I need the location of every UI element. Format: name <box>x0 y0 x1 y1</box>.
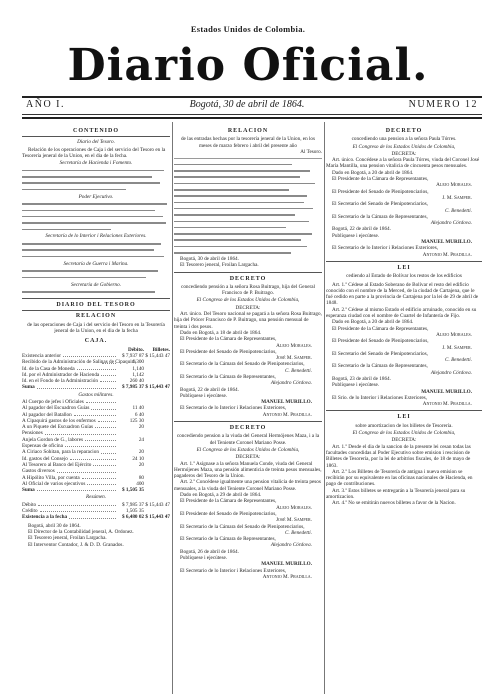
leader-dots <box>63 353 116 357</box>
signature-name: C. Benedetti. <box>445 207 472 214</box>
leader-dots <box>82 475 116 479</box>
signature-role: El Presidente del Senado de Plenipotenciarios, <box>180 510 277 517</box>
col3-article: Art. único. Concédese a la señora Paula Tórres, viuda del Coronel José María Mantilla, una pension vitalicia de cincuenta pesos mensuales. <box>326 157 480 170</box>
col2-relation-subtitle: de las entradas hechas por la tesorería jeneral de la Union, en los meses de marzo febrero i abril del presente año <box>180 136 316 149</box>
column-divider-2 <box>324 122 325 694</box>
leader-dots <box>70 456 116 460</box>
leader-dots <box>86 399 116 403</box>
signature-role: El Secretario de la Cámara de Representantes, <box>180 373 276 380</box>
ley-article: Art. 1.º Cédese al Estado Soberano de Bolívar el resto del edificio conocido con el nombre de la Merced, de la ciudad de Cartajena, que le fué cedido en parte a la provincia de Cartajena por la lei de 29 de abril de 1848. <box>326 281 479 307</box>
contents-line <box>22 253 170 259</box>
leader-dots <box>100 378 116 382</box>
col2-relation-title: RELACION <box>227 128 269 134</box>
decreto2-date: Bogotá, 26 de abril de 1864. <box>180 548 239 555</box>
col3-date: Bogotá, 22 de abril de 1864. <box>332 226 391 233</box>
decreta-label: DECRETA: <box>391 437 417 444</box>
ledger-header-haber: Billetes. <box>152 346 170 353</box>
ledger-row-out-label: Al Cuerpo de jefes i Oficiales <box>22 398 84 405</box>
ledger-row-out-amount: 400 <box>136 480 144 487</box>
relation-footer-date: Bogotá, abril 30 de 1864. <box>28 522 81 529</box>
subtotal-label: Suma <box>22 487 35 494</box>
column-3 <box>326 126 482 694</box>
signature-name: José M. Samper. <box>275 355 312 362</box>
signature-role: El Secretario de la Cámara de Representantes, <box>180 536 276 543</box>
decreta-label: DECRETA: <box>391 150 417 157</box>
relation-title: RELACION <box>75 313 117 320</box>
decreto1-dado: Dado en Bogotá, a 18 de abril de 1864. <box>180 329 262 336</box>
ley2-article: Art. 2.º Los Billetes de Tesorería de antigua i nueva emision se recibirán por su equivalente en las oficinas nacionales de Hacienda, en pago de contribuciones. <box>326 468 473 488</box>
ley2-congress: El Congreso de los Estados Unidos de Colombia, <box>352 430 456 437</box>
signature-name: J. M. Samper. <box>442 194 472 201</box>
col3-decreto-title: DECRETO <box>385 128 423 134</box>
signature-name: José M. Samper. <box>275 517 312 524</box>
leader-dots <box>93 462 116 466</box>
signature-name: MANUEL MURILLO. <box>421 239 472 246</box>
divider <box>22 136 170 137</box>
signature-name: MANUEL MURILLO. <box>261 561 312 568</box>
decreta-label: DECRETA: <box>235 304 261 311</box>
signature-role: El Secretario de la Cámara de Representantes, <box>332 213 428 220</box>
ledger-row-out-label: Al pagador del Batallon <box>22 411 72 418</box>
ledger-row-in-label: Id. en el Fondo de la Administración <box>22 378 98 385</box>
ledger-row-out-label: Id. gastos del Consejo <box>22 455 68 462</box>
ledger-row-out-amount: 6 40 <box>134 411 144 418</box>
contents-line <box>22 226 170 232</box>
decreto2-dado: Dado en Bogotá, a 29 de abril de 1864. <box>180 492 262 499</box>
divider <box>326 410 482 411</box>
relation-footer-line: El Interventor Contador, J. & D. D. Granados. <box>28 541 124 548</box>
col3-dado: Dado en Bogotá, a 20 de abril de 1864. <box>332 169 414 176</box>
ledger-row-in-label: Recibido de la Administración de Salinas de Cipaquirá <box>22 359 136 366</box>
ledger-row-in-amount: 1,140 <box>132 365 144 372</box>
publiquese: Publíquese i ejecútese. <box>332 382 380 389</box>
signature-role: El Presidente del Senado de Plenipotenciarios, <box>332 338 429 345</box>
contents-section: Diario del Tesoro. <box>77 139 115 146</box>
leader-dots <box>77 366 116 370</box>
signature-name: Alejo Morales. <box>276 504 312 511</box>
signature-role: El Secretario del Senado de Plenipotenciarios, <box>332 350 428 357</box>
issue-number: NUMERO 12 <box>408 99 478 110</box>
ledger-row-out-label: Al Oficial de varios ejecutivos <box>22 480 86 487</box>
publiquese: Publíquese i ejecútese. <box>180 392 228 399</box>
ledger-row-out-amount: 20 <box>138 461 144 468</box>
ley2-title: LEI <box>397 414 411 421</box>
col2-relation-date: Bogotá, 30 de abril de 1864. <box>180 255 239 262</box>
signature-name: Alejandro Córdova. <box>270 380 312 387</box>
contents-section: Secretaría de Hacienda i Fomento. <box>59 160 133 167</box>
ledger-row-out-label: Al Tesorero al Banco del Ejército <box>22 461 92 468</box>
header-top-line: Estados Unidos de Colombia. <box>190 24 306 34</box>
signature-role: El Presidente de la Cámara de Representantes, <box>180 498 277 505</box>
signature-name: MANUEL MURILLO. <box>261 399 312 406</box>
signature-role: El Presidente de la Cámara de Representantes, <box>332 325 429 332</box>
column-1 <box>22 126 170 694</box>
suma-value: $ 7,985 37 <box>121 384 144 391</box>
signature-role: El Srio. de lo Interior i Relaciones Exteriores, <box>332 394 427 401</box>
ledger-row-out-amount: 11 40 <box>132 405 144 412</box>
column-divider-1 <box>172 122 173 694</box>
decreto1-date: Bogotá, 22 de abril de 1864. <box>180 386 239 393</box>
masthead-rule-top <box>22 96 482 98</box>
signature-role: El Secretario del Senado de Plenipotenciarios, <box>332 201 428 208</box>
contents-line <box>22 186 170 192</box>
caja-heading: CAJA. <box>84 338 108 345</box>
ledger-row-in-label: Id. por el Administrador de Hacienda <box>22 371 100 378</box>
signature-name: Alejandro Córdova. <box>270 542 312 549</box>
ledger-row-in-amount: 1,142 <box>132 371 144 378</box>
ledger-row-out-amount: 24 10 <box>132 455 144 462</box>
masthead-rule-bottom <box>22 117 482 119</box>
ledger-suma <box>22 384 170 390</box>
decreto1-title: DECRETO <box>229 275 267 282</box>
signature-name: Antonio M. Pradilla. <box>422 251 472 258</box>
divider <box>326 261 482 262</box>
signature-name: Alejo Morales. <box>276 342 312 349</box>
signature-name: C. Benedetti. <box>285 529 312 536</box>
col2-totals-label: Al Tesoro. <box>300 148 322 155</box>
divider <box>22 310 170 311</box>
decreto2-subtitle: concediendo pension a la viuda del General Hermójenes Maza, i a la del Teniente Coronel Mariano Posse. <box>176 433 320 446</box>
leader-dots <box>95 424 116 428</box>
ledger-row-in-label: Id. de la Casa de Moneda <box>22 365 75 372</box>
decreto2-congress: El Congreso de los Estados Unidos de Colombia, <box>196 446 300 453</box>
signature-name: C. Benedetti. <box>445 357 472 364</box>
decreto1-subtitle: concediendo pensión a la señora Rosa Buitrago, hija del General Francisco de P. Buitrago. <box>181 283 315 297</box>
debito-bill: $ 15,443 47 <box>145 501 170 508</box>
signature-name: J. M. Samper. <box>442 344 472 351</box>
debito-label: Débito <box>22 501 37 508</box>
leader-dots <box>87 481 116 485</box>
ley-title: LEI <box>397 264 411 271</box>
signature-role: El Presidente de la Cámara de Representantes, <box>332 176 429 183</box>
leader-dots <box>101 449 116 453</box>
relation-footer-line: El Director de la Contabilidad jeneral, A. Ordonez. <box>28 528 134 535</box>
ledger-rows-out <box>22 399 170 487</box>
leader-dots <box>101 372 116 376</box>
debito-value: $ 7,985 37 <box>121 501 144 508</box>
signature-role: El Secretario de la Cámara de Representantes, <box>332 363 428 370</box>
publiquese: Publíquese i ejecútese. <box>332 232 380 239</box>
ledger-row-out-label: A Ciriaco Sohitan, para la reparacion <box>22 449 99 456</box>
contents-title: CONTENIDO <box>72 128 119 134</box>
contents-section: Poder Ejecutivo. <box>78 193 114 200</box>
existencia-label: Existencia a la fecha <box>22 514 68 521</box>
ledger-row-in-label: Existencia anterior <box>22 352 62 359</box>
existencia-value: $ 6,480 02 <box>121 514 144 521</box>
suma-bill: $ 15,443 47 <box>145 384 170 391</box>
resumen-title: Resúmen. <box>85 494 107 501</box>
ledger-row-in-amount: $ 7,937 87 <box>121 352 144 359</box>
relation-footer-line: El Tesorero jeneral, Froilan Largacha. <box>28 535 107 542</box>
ledger-row-out-amount: 24 <box>138 436 144 443</box>
signature-name: Alejandro Córdova. <box>430 220 472 227</box>
masthead-title: Diario Oficial. <box>67 40 429 91</box>
contents-entry: Relación de los operaciones de Caja i del servicio del Tesoro en la Tesorería jeneral de la Union, en el dia de la fecha. <box>22 146 166 159</box>
signature-name: Alejo Morales. <box>436 182 472 189</box>
ledger-row-out-amount: 20 <box>138 424 144 431</box>
contents-line <box>22 274 170 280</box>
ledger-line <box>174 250 322 256</box>
ledger-row-out-label: A Cipaquirá gastos de los enfermos <box>22 417 96 424</box>
ledger-row-out-label: Pensiones <box>22 430 43 437</box>
leader-dots <box>65 443 116 447</box>
signature-name: MANUEL MURILLO. <box>421 388 472 395</box>
leader-dots <box>74 412 116 416</box>
column-2 <box>174 126 322 694</box>
treasury-diary-title: DIARIO DEL TESORO <box>56 302 136 309</box>
ledger-row-out-label: A Hipólito Villa, por cuenta <box>22 474 80 481</box>
ledger-rows-in <box>22 353 170 384</box>
ledger-row-in-amount: 260 40 <box>129 378 144 385</box>
signature-role: El Presidente de la Cámara de Representantes, <box>180 336 277 343</box>
divider <box>174 421 322 422</box>
ledger-row-out-amount: 20 <box>138 449 144 456</box>
ledger-row-out-label: Al pagador del Escuadron Guías <box>22 405 90 412</box>
leader-dots <box>91 405 116 409</box>
leader-dots <box>85 437 116 441</box>
signature-role: El Presidente del Senado de Plenipotenciarios, <box>332 188 429 195</box>
date-place: Bogotá, 30 de abril de 1864. <box>189 99 305 110</box>
contents-section: Secretaría de lo Interior i Relaciones Exteriores. <box>45 233 147 240</box>
ledger-subtotal <box>22 487 170 493</box>
signature-name: Antonio M. Pradilla. <box>262 411 312 418</box>
contents-section: Secretaría de Gobierno. <box>70 281 122 288</box>
decreto2-article: Art. 1.º Asígnase a la señora Manuela Conde, viuda del General Hermójenes Maza, una pensión alimenticia de treinta pesos mensuales, pagaderos del Tesoro de la Union. <box>174 460 322 480</box>
signature-role: El Secretario de la Cámara del Senado de Plenipotenciarios, <box>180 523 305 530</box>
signature-role: El Secretario de lo Interior i Relaciones Exteriores, <box>332 245 439 252</box>
leader-dots <box>102 359 116 363</box>
publiquese: Publíquese i ejecútese. <box>180 555 228 561</box>
year-label: AÑO I. <box>26 99 65 110</box>
signature-name: Alejandro Córdova. <box>430 369 472 376</box>
contents-section: Secretaría de Guerra i Marina. <box>63 260 129 267</box>
signature-role: El Secretario de lo Interior i Relaciones Exteriores, <box>180 405 287 412</box>
masthead-rule-mid <box>22 114 482 115</box>
ledger-row-out-label: Gastos diversos <box>22 468 55 475</box>
existencia-bill: $ 15,443 47 <box>145 514 170 521</box>
col3-congress: El Congreso de los Estados Unidos de Colombia, <box>352 143 456 150</box>
subtotal-value: $ 1,505 35 <box>121 487 144 494</box>
leader-dots <box>57 468 116 472</box>
credito-value: 1,505 35 <box>125 508 144 515</box>
signature-role: El Secretario de lo Interior i Relaciones Exteriores, <box>180 567 287 574</box>
ley2-article: Art. 4.º No se emitirán nuevos billetes a favor de la Nacion. <box>332 500 456 507</box>
ley-article: Art. 2.º Cédese al mismo Estado el edificio arruinado, conocido en su esperanza ciudad con el nombre de Cuartel de Infantería de Fijo. <box>326 306 477 320</box>
ledger-row-out-amount: 80 <box>138 474 144 481</box>
ley2-article: Art. 1.º Desde el dia de la sancion de la presente lei cesan todas las facultades concedidas al Poder Ejecutivo sobre emision i rescision de Billetes de Tesorería, por la lei de arbitrios fiscales, de 18 de mayo de 1863. <box>326 443 471 469</box>
leader-dots <box>45 430 116 434</box>
col3-decreto-subtitle: concediendo una pension a la señora Paula Tórres. <box>351 136 457 143</box>
ley-date: Bogotá, 23 de abril de 1864. <box>332 375 391 382</box>
signature-name: Antonio M. Pradilla. <box>262 573 312 580</box>
spacer <box>22 334 170 336</box>
decreta-label: DECRETA: <box>235 454 261 461</box>
decreto1-congress: El Congreso de los Estados Unidos de Colombia, <box>196 297 300 304</box>
ledger-row-out-label: Anjela Gordon de G., labores <box>22 436 84 443</box>
col2-relation-sig: El Tesorero jeneral, Froilan Largacha. <box>180 262 259 269</box>
signature-name: C. Benedetti. <box>285 367 312 374</box>
ledger-row-out-amount: 125 30 <box>129 417 144 424</box>
ley-subtitle: cediendo al Estado de Bolívar los restos de los edificios <box>346 273 462 280</box>
credito-label: Crédito <box>22 508 38 515</box>
ledger-row-in-amount: 1,300 <box>132 359 144 366</box>
newspaper-page <box>8 6 488 696</box>
ledger-row-in-bill: $ 15,443 47 <box>145 352 170 359</box>
ledger-row-out-label: Espensas de oficina <box>22 443 63 450</box>
ledger-header-debe: Débito. <box>128 346 144 353</box>
contents-line <box>22 289 170 295</box>
suma-label: Suma <box>22 384 35 391</box>
divider <box>22 298 170 299</box>
ley2-article: Art. 3.º Estos billetes se entregarán a la Tesorería jeneral para su amortizacion. <box>326 487 466 501</box>
signature-name: Alejo Morales. <box>436 331 472 338</box>
decreto2-title: DECRETO <box>229 425 267 432</box>
decreto2-article: Art. 2.º Concédese igualmente una pension vitalicia de treinta pesos mensuales, a la viuda del Teniente Coronel Mariano Posse. <box>174 479 321 492</box>
signature-role: El Secretario de la Cámara del Senado de Plenipotenciarios, <box>180 361 305 368</box>
signature-role: El Presidente del Senado de Plenipotenciarios, <box>180 348 277 355</box>
ley2-subtitle: sobre amortizacion de los billetes de Tesorería. <box>355 422 453 429</box>
signature-name: Antonio M. Pradilla. <box>422 401 472 408</box>
decreto1-article: Art. único. Del Tesoro nacional se pagará a la señora Rosa Buitrago, hija del Prócer Francisco de P. Buitrago, una pensión mensual de treinta i dos pesos. <box>174 311 322 330</box>
divider <box>174 272 322 273</box>
issue-meta-row <box>22 99 482 113</box>
relation-subtitle: de las operaciones de Caja i del servicio del Tesoro en la Tesorería jeneral de la Union, en el dia de la fecha <box>27 321 165 335</box>
leader-dots <box>98 418 116 422</box>
gastos-title: Gastos militares. <box>78 391 114 398</box>
ley-dado: Dado en Bogotá, a 20 de abril de 1864. <box>332 319 414 326</box>
ledger-row-out-label: A un Piquete del Escuadron Guías <box>22 424 94 431</box>
